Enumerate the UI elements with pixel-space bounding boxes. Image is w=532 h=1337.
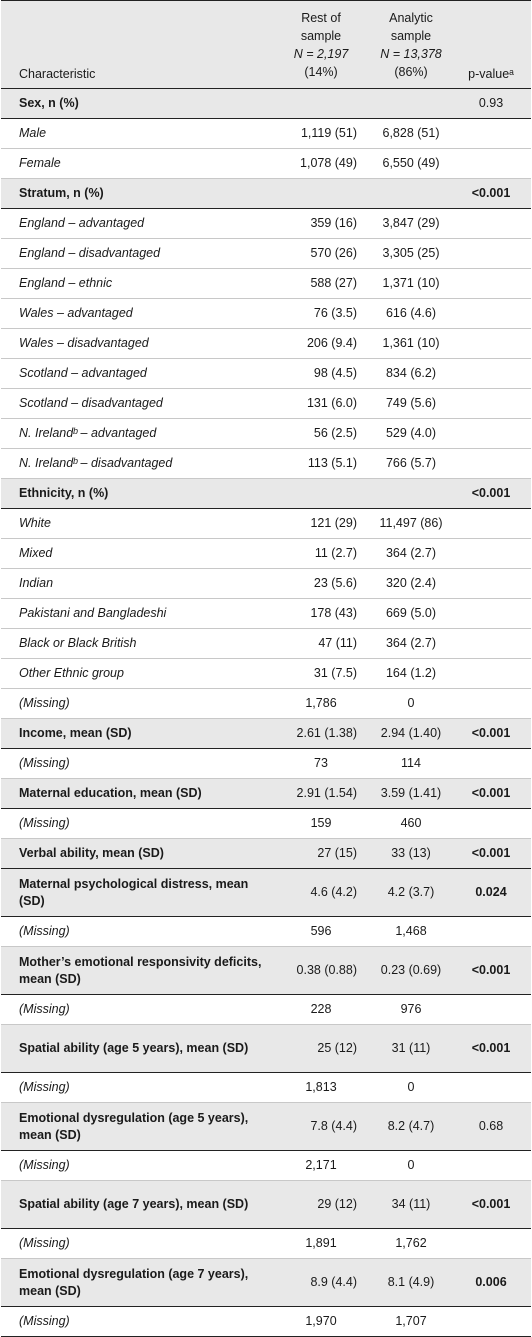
row-label: Wales – disadvantaged [19,336,149,350]
analytic-sample-value: 34 (11) [391,1197,431,1211]
row-label: Black or Black British [19,636,137,650]
p-value [451,509,531,538]
rest-of-sample-value: 29 (12) [317,1197,357,1211]
table-row [1,719,531,749]
row-label: Scotland – disadvantaged [19,396,163,410]
rest-of-sample-value [271,479,357,508]
table-row [1,149,531,179]
row-label: Pakistani and Bangladeshi [19,606,167,620]
analytic-sample-value: 4.2 (3.7) [387,885,435,899]
row-label: Sex, n (%) [19,96,79,110]
row-label: Spatial ability (age 5 years), mean (SD) [19,1041,249,1055]
analytic-sample-value: 976 [400,1002,422,1016]
analytic-sample-value: 616 (4.6) [385,306,437,320]
rest-of-sample-value: 27 (15) [317,846,357,860]
table-row [1,1025,531,1073]
rest-of-sample-value: 7.8 (4.4) [310,1119,357,1133]
rest-of-sample-value: 206 (9.4) [306,336,357,350]
row-label: (Missing) [19,924,70,938]
analytic-sample-value: 749 (5.6) [385,396,437,410]
table-row [1,329,531,359]
row-label: N. Irelandᵇ – advantaged [19,426,157,440]
table-row [1,569,531,599]
table-row [1,419,531,449]
p-value: 0.024 [475,885,507,899]
rest-of-sample-value: 1,078 (49) [300,156,357,170]
table-row [1,1229,531,1259]
table-row [1,479,531,509]
table-row [1,809,531,839]
table-row [1,1073,531,1103]
p-value: <0.001 [471,846,511,860]
rest-of-sample-value: 1,119 (51) [300,126,357,140]
table-row [1,539,531,569]
row-label: England – disadvantaged [19,246,161,260]
rest-of-sample-value: 11 (2.7) [314,546,357,560]
analytic-sample-value: 364 (2.7) [385,636,437,650]
row-label: Verbal ability, mean (SD) [19,846,164,860]
rest-header-line: N = 2,197 [293,47,349,61]
p-value [451,599,531,628]
p-value: 0.68 [478,1119,504,1133]
table-row [1,947,531,995]
rest-of-sample-value: 178 (43) [310,606,357,620]
p-value [451,1151,531,1180]
table-row [1,779,531,809]
p-value [451,269,531,298]
analytic-sample-value: 164 (1.2) [385,666,437,680]
analytic-sample-value: 8.1 (4.9) [387,1275,435,1289]
row-label: (Missing) [19,756,70,770]
analytic-sample-value: 0 [407,696,415,710]
analytic-sample-value: 8.2 (4.7) [387,1119,435,1133]
row-label: Scotland – advantaged [19,366,147,380]
analytic-sample-value: 529 (4.0) [385,426,437,440]
table-row [1,749,531,779]
rest-of-sample-value: 1,813 [305,1080,337,1094]
analytic-sample-value [371,479,451,508]
row-label: Mixed [19,546,53,560]
rest-of-sample-value: 0.38 (0.88) [296,963,357,977]
table-row [1,389,531,419]
analytic-sample-value: 31 (11) [391,1041,431,1055]
p-value [451,569,531,598]
row-label: Stratum, n (%) [19,186,104,200]
analytic-sample-value: 1,361 (10) [382,336,440,350]
table-header [1,0,531,89]
characteristics-table [1,0,531,1337]
p-value [451,329,531,358]
row-label: England – advantaged [19,216,145,230]
table-row [1,509,531,539]
table-row [1,299,531,329]
rest-of-sample-value: 2,171 [305,1158,337,1172]
analytic-sample-value: 669 (5.0) [385,606,437,620]
table-row [1,1181,531,1229]
p-value [451,449,531,478]
row-label: (Missing) [19,1080,70,1094]
rest-of-sample-value: 228 [310,1002,332,1016]
table-row [1,359,531,389]
p-value [451,209,531,238]
row-label: Maternal psychological distress, mean (SD) [19,876,249,908]
row-label: Emotional dysregulation (age 5 years), mean (SD) [19,1110,249,1142]
rest-of-sample-value: 131 (6.0) [306,396,357,410]
rest-of-sample-value: 159 [310,816,332,830]
row-label: Maternal education, mean (SD) [19,786,202,800]
rest-of-sample-value: 23 (5.6) [313,576,357,590]
analytic-sample-value: 1,371 (10) [382,276,440,290]
p-value [451,659,531,688]
rest-of-sample-value: 359 (16) [310,216,357,230]
p-value: <0.001 [471,1197,511,1211]
analytic-sample-value: 0 [407,1158,415,1172]
rest-of-sample-value: 8.9 (4.4) [310,1275,357,1289]
p-value: <0.001 [471,963,511,977]
table-row [1,1259,531,1307]
p-value [451,1229,531,1258]
table-row [1,917,531,947]
column-header-analytic-sample [371,9,451,81]
rest-of-sample-value: 4.6 (4.2) [310,885,357,899]
rest-of-sample-value: 588 (27) [310,276,357,290]
rest-of-sample-value: 121 (29) [310,516,357,530]
analytic-sample-value: 1,468 [395,924,427,938]
analytic-sample-value: 3,847 (29) [382,216,440,230]
table-row [1,1103,531,1151]
analytic-sample-value: 6,828 (51) [382,126,440,140]
analytic-sample-value [371,179,451,208]
row-label: (Missing) [19,1236,70,1250]
analytic-sample-value: 114 [401,756,421,770]
rest-header-line: sample [300,29,342,43]
rest-of-sample-value: 570 (26) [310,246,357,260]
rest-of-sample-value: 76 (3.5) [313,306,357,320]
p-value: <0.001 [471,786,511,800]
p-value [451,359,531,388]
rest-of-sample-value: 596 [310,924,332,938]
row-label: Income, mean (SD) [19,726,132,740]
table-row [1,209,531,239]
rest-of-sample-value: 113 (5.1) [307,456,357,470]
table-body [1,89,531,1337]
row-label: Wales – advantaged [19,306,133,320]
row-label: Female [19,156,61,170]
table-row [1,1151,531,1181]
analytic-sample-value: 460 [400,816,422,830]
p-value [451,1307,531,1336]
p-value [451,749,531,778]
analytic-sample-value: 2.94 (1.40) [380,726,442,740]
p-value [451,689,531,718]
p-value [451,119,531,148]
analytic-sample-value: 766 (5.7) [385,456,437,470]
analytic-header-line: sample [390,29,432,43]
p-value [451,629,531,658]
rest-of-sample-value: 56 (2.5) [313,426,357,440]
analytic-header-line: Analytic [389,11,433,25]
rest-of-sample-value: 1,970 [305,1314,337,1328]
rest-of-sample-value [271,179,357,208]
analytic-sample-value: 0 [407,1080,415,1094]
rest-of-sample-value: 25 (12) [317,1041,357,1055]
p-value: <0.001 [471,726,511,740]
row-label: Spatial ability (age 7 years), mean (SD) [19,1197,249,1211]
rest-of-sample-value: 47 (11) [318,636,357,650]
analytic-sample-value: 0.23 (0.69) [380,963,442,977]
column-header-rest-of-sample [271,9,371,81]
row-label: Mother’s emotional responsivity deficits, mean (SD) [19,954,262,986]
p-value: 0.006 [475,1275,507,1289]
row-label: N. Irelandᵇ – disadvantaged [19,456,173,470]
rest-of-sample-value: 1,786 [305,696,337,710]
row-label: (Missing) [19,816,70,830]
p-value [451,917,531,946]
rest-of-sample-value: 73 [314,756,328,770]
analytic-sample-value: 1,762 [395,1236,427,1250]
analytic-sample-value: 834 (6.2) [385,366,437,380]
p-value [451,419,531,448]
row-label: Ethnicity, n (%) [19,486,109,500]
row-label: (Missing) [19,1314,70,1328]
analytic-sample-value [371,89,451,118]
analytic-sample-value: 320 (2.4) [385,576,437,590]
table-row [1,689,531,719]
table-row [1,659,531,689]
row-label: (Missing) [19,696,70,710]
p-value [451,389,531,418]
table-row [1,119,531,149]
analytic-header-line: (86%) [394,65,428,79]
p-value [451,995,531,1024]
table-row [1,179,531,209]
table-row [1,839,531,869]
column-header-characteristic: Characteristic [19,67,96,81]
rest-of-sample-value: 2.91 (1.54) [296,786,357,800]
analytic-sample-value: 3,305 (25) [382,246,440,260]
analytic-sample-value: 364 (2.7) [385,546,437,560]
p-value [451,239,531,268]
rest-of-sample-value: 31 (7.5) [313,666,357,680]
p-value [451,539,531,568]
table-row [1,629,531,659]
rest-of-sample-value [271,89,357,118]
row-label: White [19,516,51,530]
p-value: <0.001 [471,486,511,500]
p-value [451,1073,531,1102]
row-label: Other Ethnic group [19,666,124,680]
row-label: Indian [19,576,54,590]
analytic-sample-value: 3.59 (1.41) [380,786,442,800]
rest-header-line: (14%) [304,65,338,79]
row-label: England – ethnic [19,276,113,290]
table-row [1,89,531,119]
p-value: 0.93 [478,96,504,110]
column-header-p-value: p-valueᵃ [468,67,514,81]
table-row [1,599,531,629]
p-value: <0.001 [471,186,511,200]
row-label: (Missing) [19,1002,70,1016]
table-row [1,869,531,917]
rest-of-sample-value: 98 (4.5) [313,366,357,380]
p-value: <0.001 [471,1041,511,1055]
table-row [1,239,531,269]
table-row [1,449,531,479]
row-label: Emotional dysregulation (age 7 years), mean (SD) [19,1266,249,1298]
analytic-sample-value: 11,497 (86) [379,516,443,530]
table-row [1,995,531,1025]
analytic-sample-value: 1,707 [395,1314,427,1328]
rest-header-line: Rest of [301,11,341,25]
p-value [451,809,531,838]
analytic-sample-value: 33 (13) [391,846,431,860]
analytic-sample-value: 6,550 (49) [382,156,440,170]
rest-of-sample-value: 1,891 [305,1236,337,1250]
row-label: Male [19,126,47,140]
rest-of-sample-value: 2.61 (1.38) [296,726,357,740]
p-value [451,299,531,328]
table-row [1,1307,531,1337]
p-value [451,149,531,178]
table-row [1,269,531,299]
analytic-header-line: N = 13,378 [380,47,442,61]
row-label: (Missing) [19,1158,70,1172]
